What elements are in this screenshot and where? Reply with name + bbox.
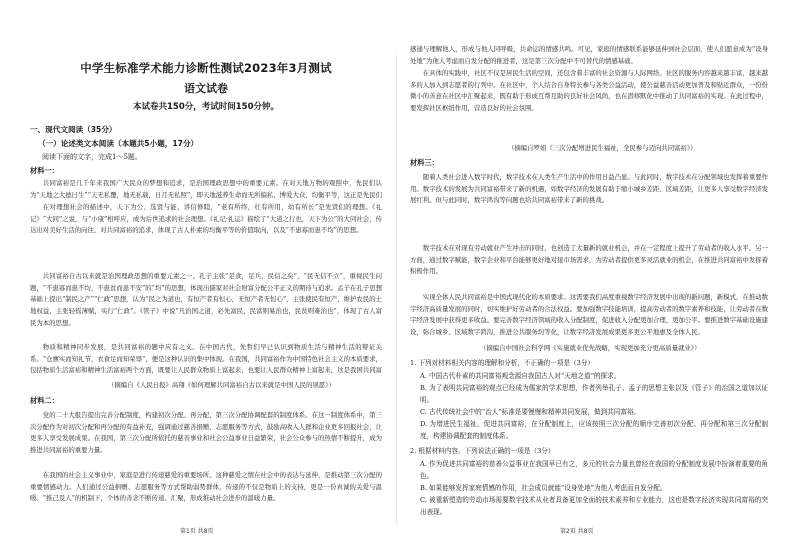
q2-option-b: B. 如果能够发挥家庭情感的作用，社会成员就能“设身处地”为他人考虑而自发分配。 — [420, 484, 667, 492]
page-divider — [396, 55, 397, 525]
question-2: 2. 根据材料内容，下列说法正确的一项是（3分） — [410, 447, 555, 455]
q2-option-c: C. 被重新塑造的劳动市场需要数字技术从业者具备更加全面的技术素养和专业能力，这也是数字经济实现共同富裕的突出表现。 — [420, 496, 768, 516]
m3-paragraph-1: 随着人类社会进入数字时代，数字技术在人类生产生活中的作用日益凸显。与此同时，数字技术在分配领域也发挥着重要作用。数字技术的发展为共同富裕带来了新的机遇，如数字经济的发展有助于缩小城乡差距、区域差距，让更多人享受数字经济发展红利。但与此同时，数字鸿沟等问题也给共同富裕带来了新的挑战。 — [410, 173, 768, 205]
subject-title: 语文试卷 — [184, 82, 228, 95]
section-heading: 一、现代文阅读（35分） — [30, 125, 117, 134]
exam-title: 中学生标准学术能力诊断性测试2023年3月测试 — [80, 61, 332, 75]
m1-source: （摘编自《人民日报》高翔《如何理解共同富裕自古以来就是中国人民的夙愿》） — [108, 381, 335, 389]
page-footer-right: 第2页 共8页 — [560, 528, 594, 535]
m1-paragraph-4: 物质和精神同步发展，是共同富裕的题中应有之义。在中国古代，先哲们早已认识到物质生活与精神生活的辩证关系。“仓廪实而知礼节，衣食足而知荣辱”，便是这种认识的集中体现。在我国，共同富裕作为中国特色社会主义的本质要求，包括物质生活富裕和精神生活富裕两个方面，既要让人民群众物质上富起来，也要让人民群众精神上富起来，这是我国共同富 — [30, 343, 382, 375]
question-1: 1. 下列对材料相关内容的理解和分析，不正确的一项是（3分） — [410, 359, 595, 367]
material3-label: 材料三： — [410, 158, 439, 167]
m3-paragraph-3: 实现全体人民共同富裕是中国式现代化的本质要求。这需要我们高度重视数字经济发展中出现的新问题，新模式，在推动数字经济高质量发展的同时，切实维护好劳动者的合法权益。要加强数字技能培训，提高劳动者的数字素养和技能，让劳动者在数字经济发展中获得更多收益。要完善数字经济领域的收入分配制度，促进收入分配更加合理、更加公平。要推进数字基础设施建设，弥合城乡、区域数字鸿沟，推进公共服务均等化，让数字经济发展成果更多更公平地惠及全体人民。 — [410, 293, 768, 337]
q1-option-a: A. 中国古代朴素的共同富裕观念源自我国古人对“天地之道”的探求。 — [420, 372, 621, 380]
m3-source: （摘编自中国社会科学网《实施就业优先战略，实现更加充分更高质量就业》） — [480, 344, 701, 352]
page-footer-left: 第1页 共8页 — [180, 528, 214, 535]
m2-source: （摘编自罗娟《三次分配增进民生福祉，全民参与迈向共同富裕》） — [508, 144, 697, 152]
m2-paragraph-4: 在具体的实践中，社区不仅是居民生活的空间，还包含着丰富的社会资源与人际网络。社区的服务内容越来越丰富，越来越多的人加入到志愿者的行列中。在社区中，个人结合自身特长参与各类公益活动，使公益慈善活动更加普及和贴近群众，一份份微小的善意在社区中汇聚起来，既有助于形成互帮互助的良好社会风尚，也在潜移默化中推动了共同富裕的实现。在此过程中，要发挥社区枢纽作用，营造良好的社会氛围。 — [410, 69, 768, 113]
material1-label: 材料一： — [30, 166, 59, 175]
m1-paragraph-1: 共同富裕是几千年来我国广大民众的梦想和追求，是治国理政思想中的重要元素。在对天地万物的观照中，先民们认为“天地之大德曰生”“天无私覆，地无私载，日月无私照”，即天地滋养生命而无所偏私、博爱大众、均衡平等，这正是先民们 — [30, 179, 382, 199]
q1-option-b: B. 为了表明共同富裕的观点已经成为儒家的学术思想，作者列举孔子、孟子的思想主张以及《管子》的治国之道加以证明。 — [420, 384, 768, 404]
m1-paragraph-3: 共同富裕自古以来就是治国理政思想的重要元素之一。孔子主张“足食，足兵，民信之矣”，“民无信不立”，重视民生问题，“不患寡而患不均，不患贫而患不安”的“均”的思想，体现出儒家对社会财富分配公平正义的期待与追求。孟子在孔子思想基础上提出“制民之产”“仁政”思想，认为“民之为道也，有恒产者有恒心，无恒产者无恒心”，主张使民有恒产，维护农民的土地权益，主张轻徭薄赋，实行“仁政”。《管子》中说“凡治国之道，必先富民，民富则易治也，民贫则难治也”，体现了古人富民为本的思想。 — [30, 272, 382, 327]
material2-label: 材料二： — [30, 396, 59, 405]
q1-option-d: D. 为增进民生福祉，促进共同富裕，在分配制度上，应该按照三次分配的顺序完善初次分配、再分配和第三次分配制度，构建协调配套的制度体系。 — [420, 420, 768, 440]
instruction: 阅读下面的文字，完成1～5题。 — [42, 153, 142, 161]
m3-paragraph-2: 数字技术在对现有劳动就业产生冲击的同时，也创造了大量新的就业机会，并在一定程度上提升了劳动者的收入水平。另一方面，通过数字赋能，数字企业和平台能够更好地对接市场需求，为劳动者提供更多灵活就业的机会，在推进共同富裕中发挥着积极作用。 — [410, 244, 768, 276]
m2-paragraph-2: 在我国的社会主义事业中，家庭是进行传递慈爱的重要场所。这种慈爱之情在社会中的表达与延伸，是推动第三次分配的重要情感动力。人们通过公益捐赠、志愿服务等方式帮助弱势群体，传递的不仅是物质上的支持，更是一份真诚的关爱与温暖。“推己及人”的机制下，个体的善念不断传递、汇聚，形成推动社会进步的温暖力量。 — [30, 471, 382, 503]
q2-option-a: A. 作为促进共同富裕的慈善公益事业在我国早已有之，多元的社会力量也曾经在我国的分配制度发展中扮演着重要的角色。 — [420, 460, 768, 480]
m1-paragraph-2: 在对理想社会的描述中，天下为公、选贤与能、讲信修睦，“老有所终，壮有所用，幼有所长”是先贤们的理想。《礼记》“大同”之说，与“小康”相呼应，成为后世追求的社会理想。《礼记·礼运》描绘了“大道之行也，天下为公”的大同社会，传达出对美好生活的向往，对共同富裕的追求，体现了古人朴素的均衡平等的价值取向，以及“不患寡而患不均”的思想。 — [30, 203, 382, 235]
score-note: 本试卷共150分，考试时间150分钟。 — [133, 102, 279, 112]
subsection-heading: （一）论述类文本阅读（本题共5小题，17分） — [38, 139, 199, 148]
m2-paragraph-3: 感通与理解他人，形成与他人同呼吸、共命运的情感共鸣。可见，家庭的情感联系能够延伸到社会层面，使人们愿意成为“设身处地”为他人考虑而自发分配的推进者，这是第三次分配中不可替代的情感基础。 — [410, 45, 768, 65]
q1-option-c: C. 古代传统社会中的“治人”标准是要慢慢和精神共同发展，做到共同富裕。 — [420, 408, 641, 416]
right-page — [410, 0, 768, 558]
left-page — [30, 0, 382, 558]
m2-paragraph-1: 党的二十大报告提出完善分配制度，构建初次分配、再分配、第三次分配协调配套的制度体系。在这一制度体系中，第三次分配作为对初次分配和再分配的有益补充，强调通过慈善捐赠、志愿服务等方式，鼓励高收入人群和企业更多回报社会，让更多人享受发展成果。在我国，第三次分配所依托的慈善事业和社会公益事业日益繁荣，社会公众参与的热情不断提升，成为推进共同富裕的重要力量。 — [30, 411, 382, 455]
